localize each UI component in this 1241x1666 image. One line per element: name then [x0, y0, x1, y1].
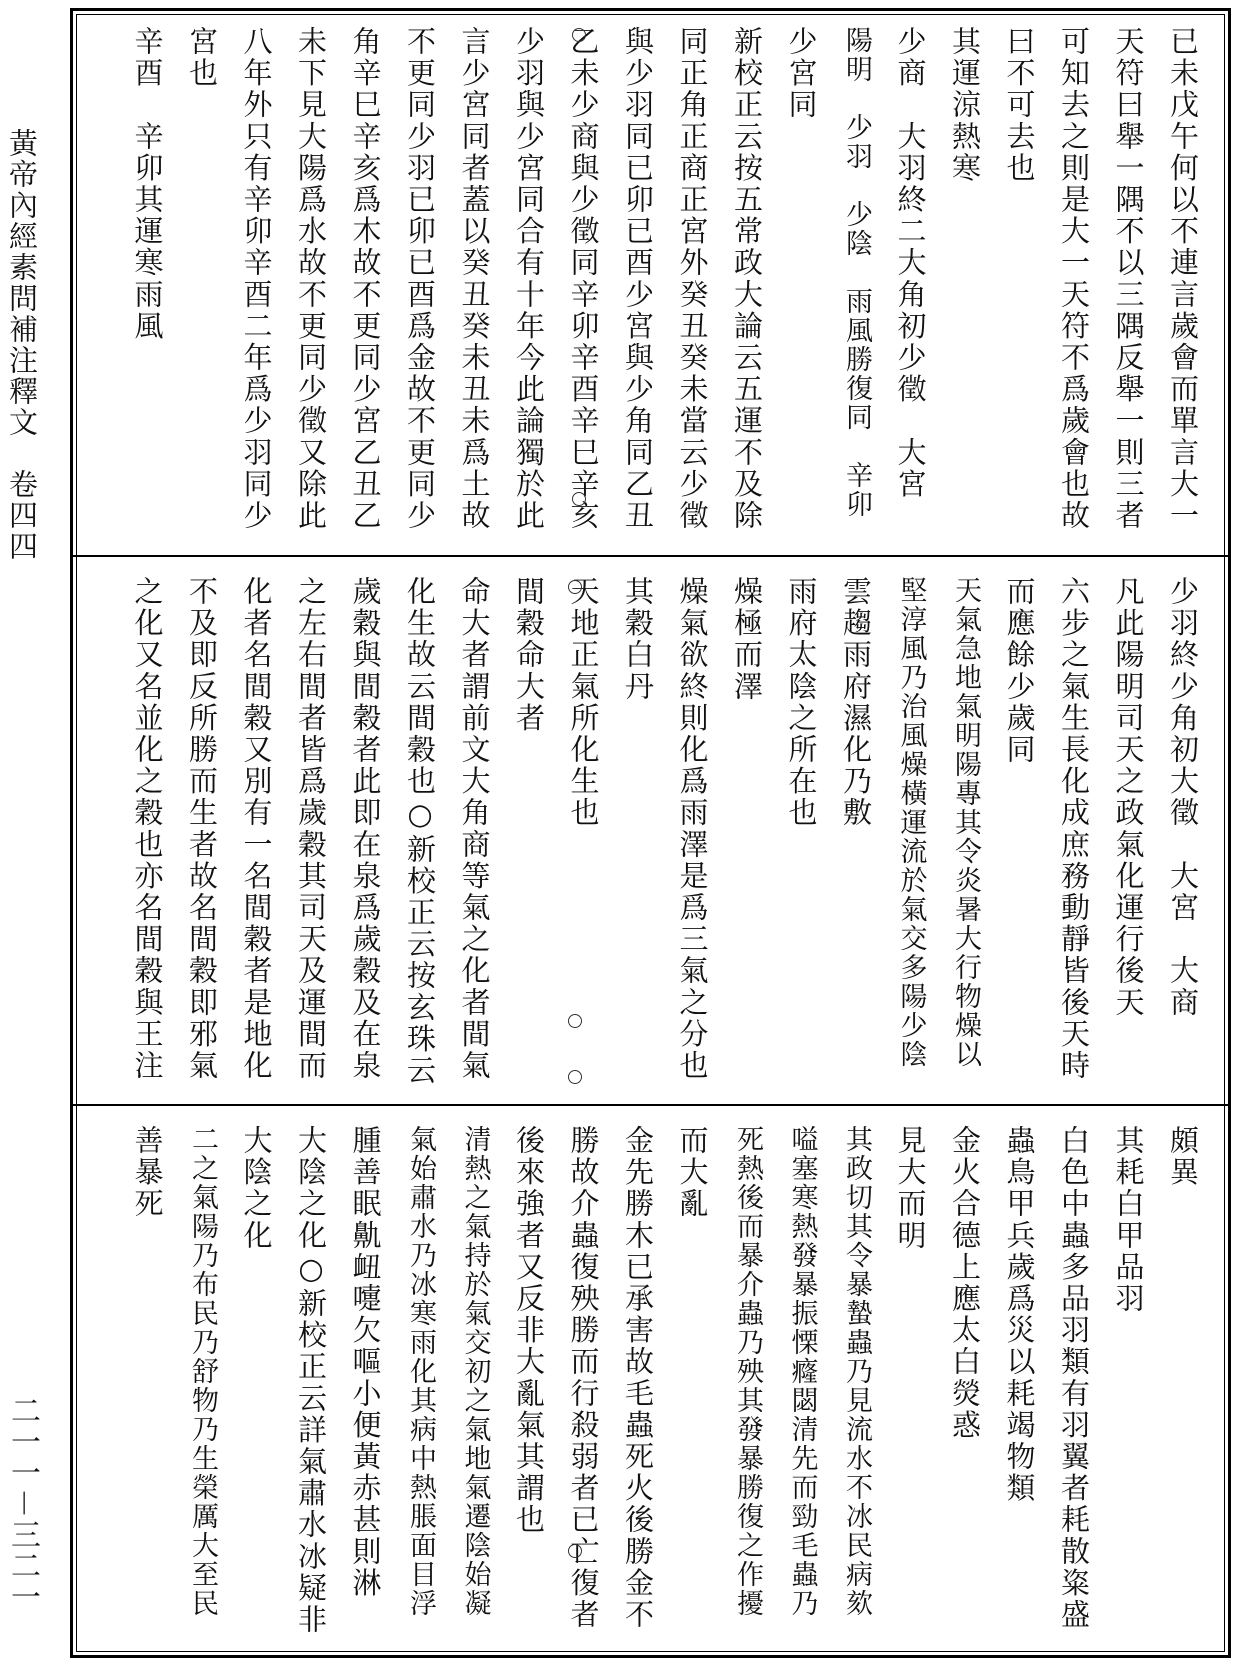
text-column: 八年外只有辛卯辛酉二年爲少羽同少 [239, 26, 274, 532]
text-column: 天符曰舉一隅不以三隅反舉一則三者 [1111, 26, 1146, 532]
text-column: 化生故云間穀也○新校正云按玄珠云 [403, 576, 437, 1087]
text-column: 而大亂 [675, 1125, 710, 1220]
text-column: 角辛巳辛亥爲木故不更同少宮乙丑乙 [348, 26, 383, 532]
circle-mark-icon [568, 1544, 582, 1558]
text-column: 乙未少商與少徵同辛卯辛酉辛巳辛亥 [566, 26, 601, 532]
text-column: 六步之氣生長化成庶務動靜皆後天時 [1057, 576, 1091, 1082]
text-column: 清熱之氣持於氣交初之氣地氣遷陰始凝 [459, 1125, 491, 1618]
text-column: 少宮同 [784, 26, 819, 121]
circle-mark-icon [568, 580, 582, 594]
text-column: 大陰之化○新校正云詳氣肅水冰疑非 [294, 1125, 328, 1636]
text-column: 勝故介蟲復殃勝而行殺弱者已亡復者 [566, 1125, 601, 1631]
text-column: 雨府太陰之所在也 [784, 576, 819, 829]
text-panel-top [78, 14, 1223, 548]
text-column: 少商 大羽終二大角初少徵 大宮 [893, 26, 928, 500]
text-column: 曰不可去也 [1002, 26, 1037, 184]
text-column: 不及即反所勝而生者故名間穀即邪氣 [185, 576, 219, 1082]
text-column: 金火合德上應太白熒惑 [948, 1125, 982, 1441]
text-column: 歲穀與間穀者此即在泉爲歲穀及在泉 [348, 576, 383, 1082]
text-column: 其穀白丹 [621, 576, 655, 703]
text-column: 堅淳風乃治風燥橫運流於氣交多陽少陰 [895, 576, 927, 1069]
text-column: 間穀命大者 [512, 576, 546, 734]
text-panel-middle [78, 564, 1223, 1098]
text-column: 善暴死 [130, 1125, 165, 1220]
text-column: 蟲鳥甲兵歲爲災以耗竭物類 [1002, 1125, 1037, 1505]
page-number: 二一一－三二一 [5, 1395, 40, 1612]
text-column: 不更同少羽已卯已酉爲金故不更同少 [403, 26, 437, 532]
text-column: 之左右間者皆爲歲穀其司天及運間而 [294, 576, 328, 1082]
text-column: 頗異 [1166, 1125, 1200, 1189]
text-column: 嗌塞寒熱發暴振慄癃閟清先而勁毛蟲乃 [786, 1125, 818, 1618]
text-column: 命大者謂前文大角商等氣之化者間氣 [457, 576, 492, 1082]
text-column: 與少羽同已卯已酉少宮與少角同乙丑 [621, 26, 655, 532]
text-column: 陽明 少羽 少陰 雨風勝復同 辛卯 [841, 26, 872, 519]
text-column: 腫善眠鼽衄嚏欠嘔小便黃赤甚則淋 [348, 1125, 383, 1599]
text-column: 少羽終少角初大徵 大宮 大商 [1166, 576, 1200, 1019]
circle-mark-icon [572, 492, 586, 506]
text-column: 後來強者又反非大亂氣其謂也 [512, 1125, 546, 1536]
text-column: 其耗白甲品羽 [1111, 1125, 1146, 1315]
text-column: 同正角正商正宮外癸丑癸未當云少徵 [675, 26, 710, 532]
text-column: 天氣急地氣明陽專其令炎暑大行物燥以 [950, 576, 981, 1069]
text-column: 雲趨雨府濕化乃敷 [839, 576, 873, 829]
text-column: 其政切其令暴蟄蟲乃見流水不冰民病欬 [841, 1125, 872, 1618]
text-column: 凡此陽明司天之政氣化運行後天 [1111, 576, 1146, 1019]
text-column: 天地正氣所化生也 [566, 576, 601, 829]
text-column: 化者名間穀又別有一名間穀者是地化 [239, 576, 274, 1082]
text-column: 可知去之則是大一天符不爲歲會也故 [1057, 26, 1091, 532]
text-column: 宮也 [185, 26, 219, 90]
panel-divider [70, 1104, 1231, 1106]
text-column: 燥極而澤 [730, 576, 764, 703]
side-title: 黃帝內經素問補注釋文 卷四四 [5, 128, 39, 562]
text-column: 大陰之化 [239, 1125, 274, 1252]
panel-divider [70, 555, 1231, 557]
text-column: 燥氣欲終則化爲雨澤是爲三氣之分也 [675, 576, 710, 1082]
circle-mark-icon [572, 28, 586, 42]
text-column: 辛酉 辛卯其運寒雨風 [130, 26, 165, 342]
text-column: 氣始肅水乃冰寒雨化其病中熱脹面目浮 [405, 1125, 436, 1618]
text-column: 已未戊午何以不連言歲會而單言大一 [1166, 26, 1200, 532]
text-column: 言少宮同者蓋以癸丑癸未丑未爲土故 [457, 26, 492, 532]
text-column: 白色中蟲多品羽類有羽翼者耗散粢盛 [1057, 1125, 1091, 1631]
text-column: 其運涼熱寒 [948, 26, 982, 184]
text-column: 金先勝木已承害故毛蟲死火後勝金不 [621, 1125, 655, 1631]
circle-mark-icon [568, 1070, 582, 1084]
text-column: 少羽與少宮同合有十年今此論獨於此 [512, 26, 546, 532]
text-column: 見大而明 [893, 1125, 928, 1252]
circle-mark-icon [568, 1014, 582, 1028]
text-column: 之化又名並化之穀也亦名間穀與王注 [130, 576, 165, 1082]
text-column: 未下見大陽爲水故不更同少徵又除此 [294, 26, 328, 532]
text-column: 死熱後而暴介蟲乃殃其發暴勝復之作擾 [732, 1125, 763, 1618]
text-column: 而應餘少歲同 [1002, 576, 1037, 766]
text-column: 新校正云按五常政大論云五運不及除 [730, 26, 764, 532]
text-column: 二之氣陽乃布民乃舒物乃生榮厲大至民 [187, 1125, 218, 1618]
text-panel-bottom [78, 1113, 1223, 1647]
